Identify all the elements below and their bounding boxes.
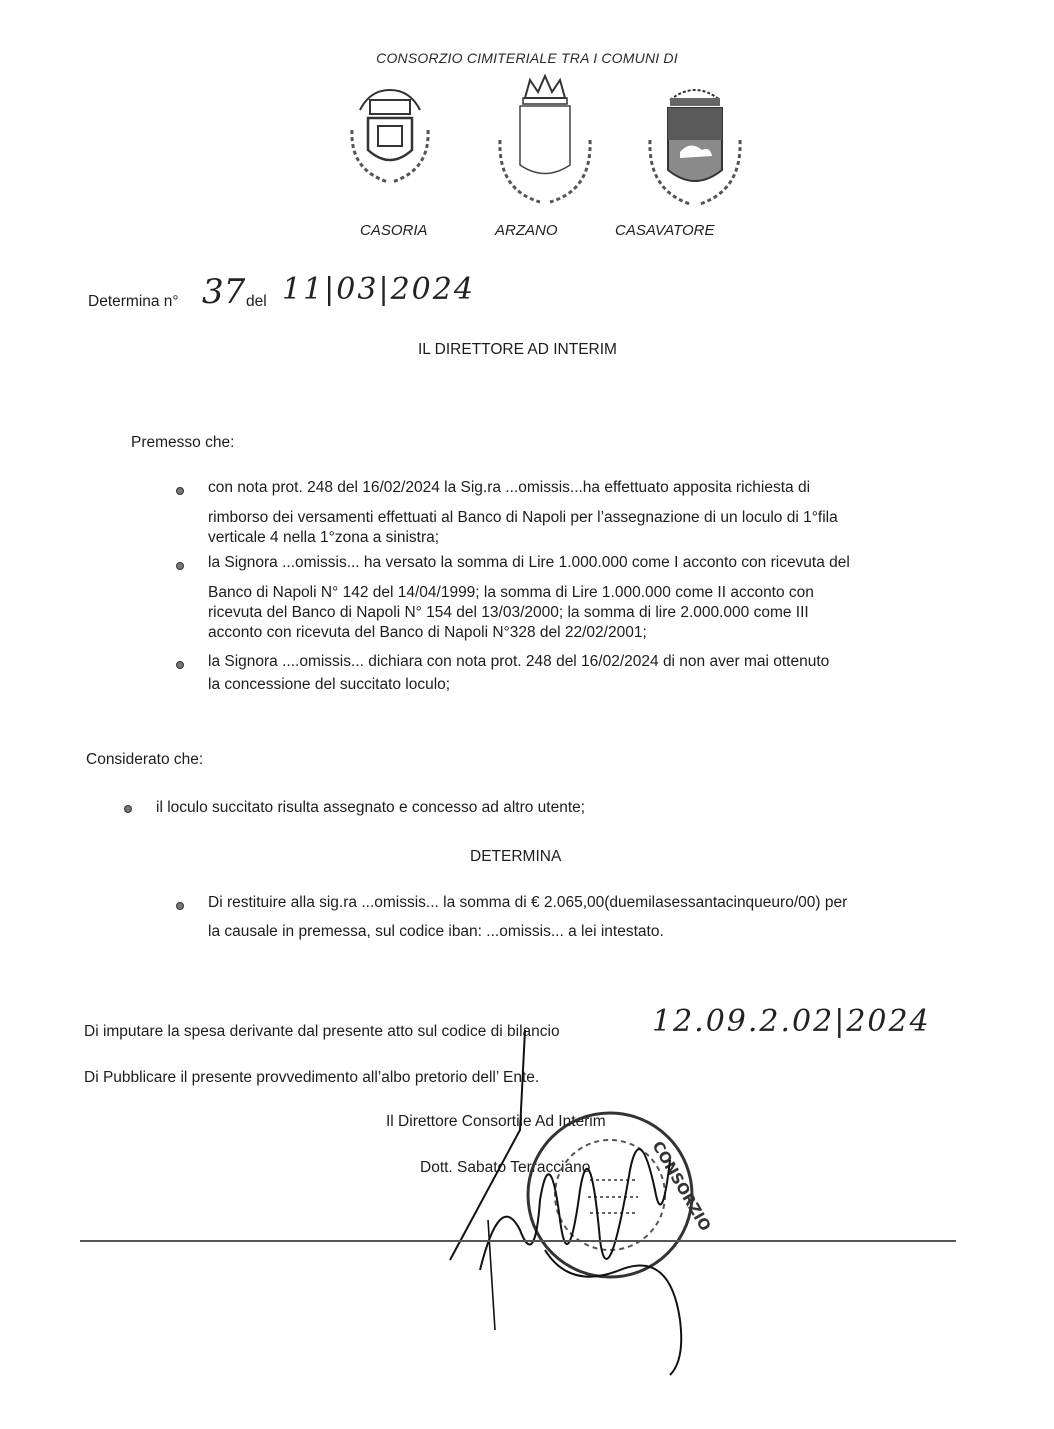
signature-role: Il Direttore Consortile Ad Interim <box>386 1113 606 1130</box>
bullet-icon <box>176 661 184 669</box>
signature-name: Dott. Sabato Terracciano <box>420 1159 591 1176</box>
bottom-divider <box>80 1240 956 1242</box>
imputare-text: Di imputare la spesa derivante dal presente atto sul codice di bilancio <box>84 1023 560 1040</box>
town-casoria: CASORIA <box>360 222 428 239</box>
premesso-item-2: la Signora ...omissis... ha versato la somma di Lire 1.000.000 come I acconto con ricevuta del Banco di Napoli N° 142 del 14/04/1999; la somma di Lire 1.000.000 come II acconto con ricevuta del Banco di Napoli N° 154 del 13/03/2000; la somma di lire 2.000.000 come III acconto con ricevuta del Banco di Napoli N°328 del 22/02/2001; <box>208 554 850 641</box>
determina-number: 37 <box>202 272 246 312</box>
budget-code: 12.09.2.02|2024 <box>652 1004 931 1039</box>
bullet-icon <box>176 902 184 910</box>
determina-del-label: del <box>246 293 267 310</box>
casavatore-crest-icon <box>640 70 750 220</box>
bullet-icon <box>124 805 132 813</box>
stamp-text: CONSORZIO <box>648 1138 715 1235</box>
town-arzano: ARZANO <box>495 222 558 239</box>
premesso-item-1: con nota prot. 248 del 16/02/2024 la Sig.ra ...omissis...ha effettuato apposita richiesta di rimborso dei versamenti effettuati al Banco di Napoli per l’assegnazione di un loculo di 1°fila verticale 4 nella 1°zona a sinistra; <box>208 479 838 546</box>
bullet-icon <box>176 487 184 495</box>
town-casavatore: CASAVATORE <box>615 222 715 239</box>
arzano-crest-icon <box>490 70 600 220</box>
pubblicare-text: Di Pubblicare il presente provvedimento all’albo pretorio dell’ Ente. <box>84 1069 540 1086</box>
determina-date: 11|03|2024 <box>282 272 475 307</box>
premesso-heading: Premesso che: <box>131 434 235 451</box>
considerato-item: il loculo succitato risulta assegnato e concesso ad altro utente; <box>156 799 586 816</box>
bullet-icon <box>176 562 184 570</box>
determina-item: Di restituire alla sig.ra ...omissis... la somma di € 2.065,00(duemilasessantacinqueuro/00) per la causale in premessa, sul codice iban: ...omissis... a lei intestato. <box>208 894 848 940</box>
handwritten-signature-icon <box>440 1020 740 1380</box>
premesso-item-3: la Signora ....omissis... dichiara con nota prot. 248 del 16/02/2024 di non aver mai ottenuto la concessione del succitato loculo; <box>208 653 830 693</box>
considerato-heading: Considerato che: <box>86 751 204 768</box>
document-title: IL DIRETTORE AD INTERIM <box>418 341 617 358</box>
consortium-header: CONSORZIO CIMITERIALE TRA I COMUNI DI <box>376 50 678 66</box>
determina-heading: DETERMINA <box>470 848 562 865</box>
casoria-crest-icon <box>340 70 440 200</box>
determina-label: Determina n° <box>88 293 179 310</box>
